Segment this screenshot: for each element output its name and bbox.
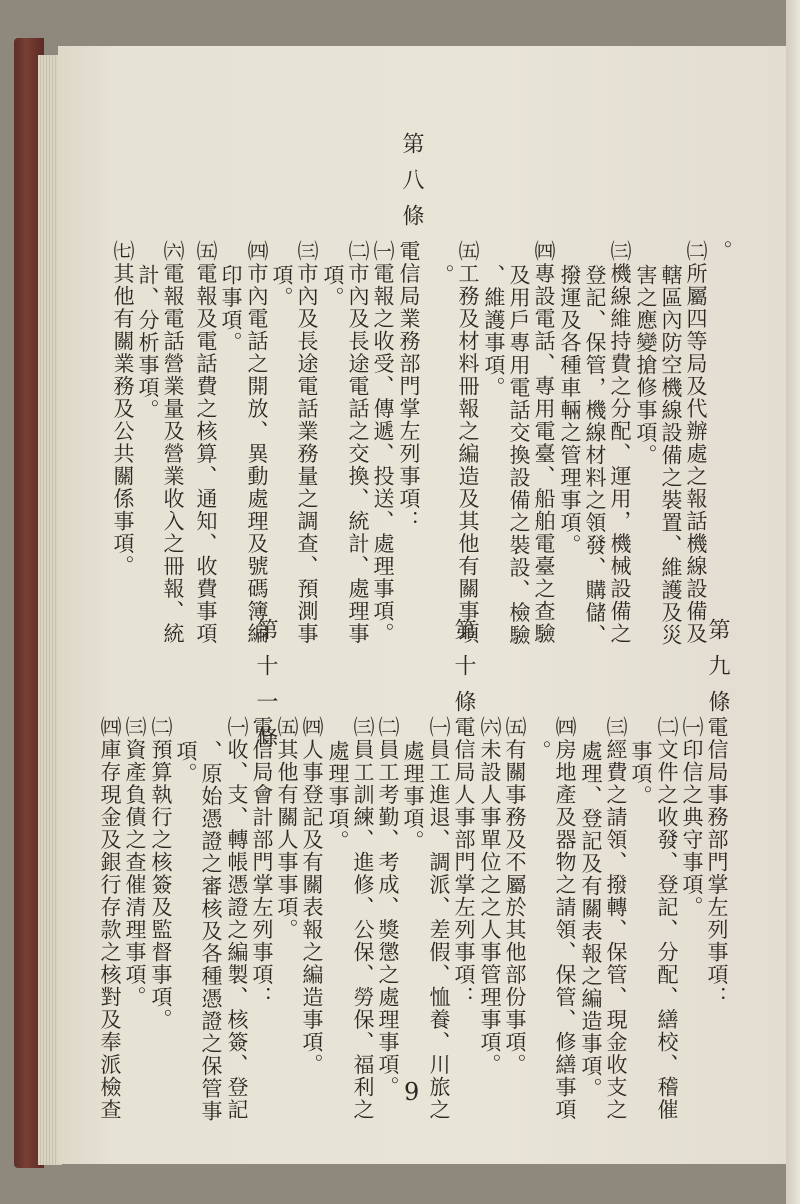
text-column: 處理事項。 [326,740,350,853]
text-column: 、維護事項。 [482,264,506,399]
text-column: 、原始憑證之審核及各種憑證之保管事 [199,740,223,1123]
text-column: ㈠電報之收受、傳遞、投送、處理事項。 [371,240,395,645]
text-column: ㈣房地產及器物之請領、保管、修繕事項 [553,716,577,1121]
text-column: 。 [528,740,552,763]
text-column: 電信局人事部門掌左列事項： [452,716,476,1009]
text-column: ㈠收、支、轉帳憑證之編製、核簽、登記 [225,716,249,1121]
article-8-heading: 第八條 [399,132,424,240]
text-column: 電信局會計部門掌左列事項： [250,716,274,1009]
text-column: 撥運及各種車輛之管理事項。 [558,264,582,557]
text-column: 事項。 [629,740,653,808]
text-column: 計、分析事項。 [136,264,160,422]
text-column: 電信局事務部門掌左列事項： [705,716,729,1009]
text-column: ㈡市內及長途電話之交換、統計、處理事 [346,240,370,645]
text-column: ㈠印信之典守事項。 [680,716,704,919]
text-column: ㈣庫存現金及銀行存款之核對及奉派檢查 [98,716,122,1121]
page-number: 9 [404,1078,420,1106]
text-column: 處理、登記及有關表報之編造事項。 [579,740,603,1100]
text-column: ㈠員工進退、調派、差假、恤養、川旅之 [427,716,451,1121]
text-column: ㈤其他有關人事事項。 [275,716,299,941]
text-column: 。 [431,264,455,287]
text-column: ㈢市內及長途電話業務量之調查、預測事 [295,240,319,645]
text-column: ㈤工務及材料冊報之編造及其他有關事項 [456,240,480,645]
text-column: ㈣市內電話之開放、異動處理及號碼簿編 [245,240,269,645]
article-9-heading: 第九條 [705,618,730,726]
text-column: 電信局業務部門掌左列事項： [397,240,421,533]
text-column: ㈥電報電話營業量及營業收入之冊報、統 [161,240,185,645]
article-10-heading: 第十條 [451,618,476,726]
text-column: ㈢資產負債之查催清理事項。 [123,716,147,1009]
text-column: ㈥未設人事單位之之人事管理事項。 [478,716,502,1076]
text-column: 印事項。 [219,264,243,354]
text-column: 轄區內防空機線設備之裝置、維護及災 [659,264,683,647]
text-column: 害之應變搶修事項。 [634,264,658,467]
text-column: 及用戶專用電話交換設備之裝設、檢驗 [507,264,531,647]
text-column: 項。 [174,740,198,785]
text-column: ㈤電報及電話費之核算、通知、收費事項 [194,240,218,645]
text-column: ㈣人事登記及有關表報之編造事項。 [300,716,324,1076]
adjacent-page-edge [786,0,800,1204]
text-column: ㈦其他有關業務及公共關係事項。 [111,240,135,578]
text-column: ㈣專設電話、專用電臺、船舶電臺之查驗 [532,240,556,645]
text-column: ㈡預算執行之核簽及監督事項。 [149,716,173,1031]
text-column: ㈢經費之請領、撥轉、保管、現金收支之 [604,716,628,1121]
text-column: 登記、保管，機線材料之領發、購儲、 [583,264,607,647]
text-column: 處理事項。 [401,740,425,853]
text-column: ㈡所屬四等局及代辦處之報話機線設備及 [684,240,708,645]
text-column: 項。 [321,264,345,309]
text-column: 項。 [270,264,294,309]
text-column: ㈡文件之收發、登記、分配、繕校、稽催 [655,716,679,1121]
article-11-heading: 第十一條 [253,618,278,762]
text-column: 。 [709,240,733,263]
text-column: ㈢員工訓練、進修、公保、勞保、福利之 [351,716,375,1121]
text-column: ㈢機線維持費之分配、運用，機械設備之 [608,240,632,645]
text-column: ㈡員工考勤、考成、獎懲之處理事項。 [376,716,400,1099]
text-column: ㈤有關事務及不屬於其他部份事項。 [503,716,527,1076]
